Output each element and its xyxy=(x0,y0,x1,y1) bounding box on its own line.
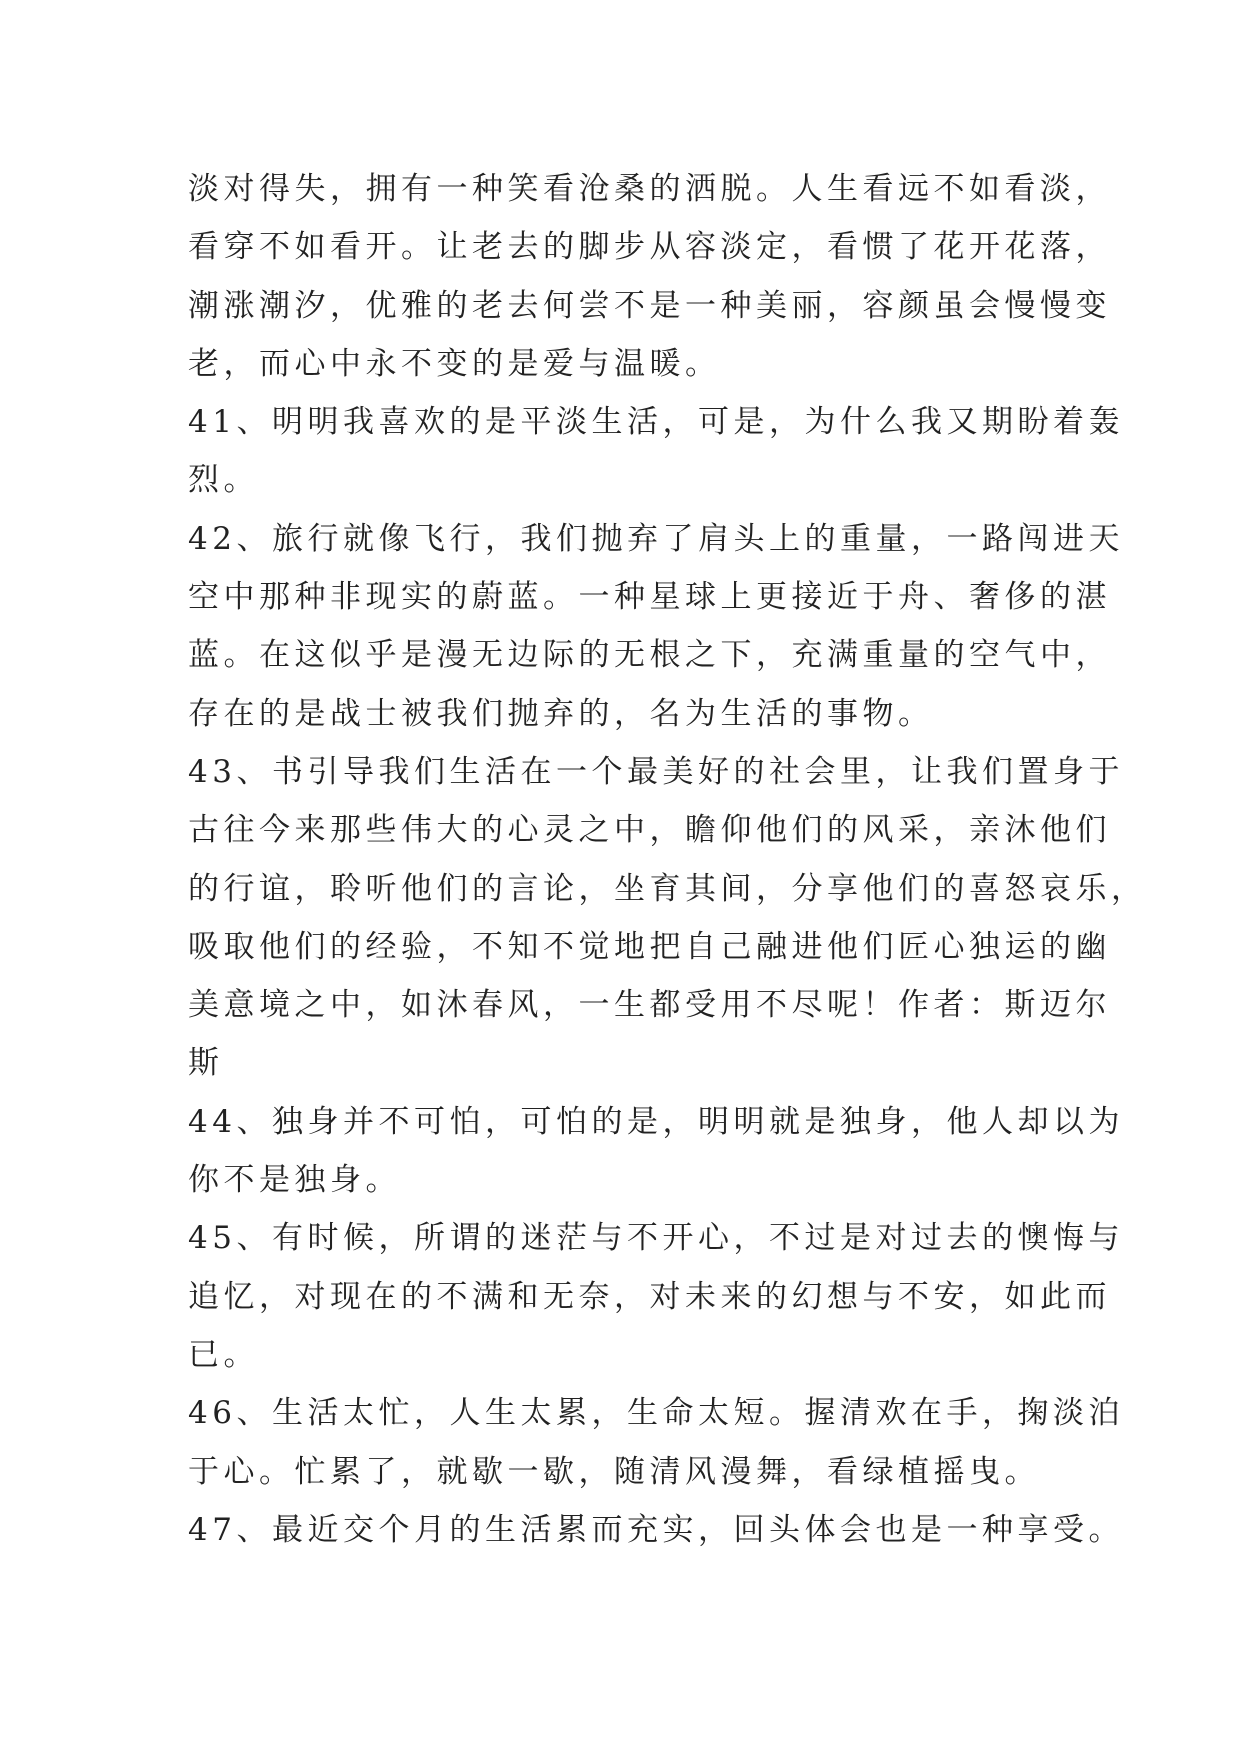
text-line: 老，而心中永不变的是爱与温暖。 xyxy=(188,345,721,382)
text-line: 看穿不如看开。让老去的脚步从容淡定，看惯了花开花落， xyxy=(188,229,1111,266)
text-line: 于心。忙累了，就歇一歇，随清风漫舞，看绿植摇曳。 xyxy=(188,1453,1040,1490)
text-line: 淡对得失，拥有一种笑看沧桑的洒脱。人生看远不如看淡， xyxy=(188,171,1111,207)
text-line: 44、独身并不可怕，可怕的是，明明就是独身，他人却以为 xyxy=(188,1103,1124,1140)
text-line: 斯 xyxy=(188,1045,224,1082)
text-line: 存在的是战士被我们抛弃的，名为生活的事物。 xyxy=(188,695,934,732)
text-line: 烈。 xyxy=(188,462,259,499)
text-line: 美意境之中，如沐春风，一生都受用不尽呢！作者：斯迈尔 xyxy=(188,987,1111,1024)
text-line: 42、旅行就像飞行，我们抛弃了肩头上的重量，一路闯进天 xyxy=(188,520,1124,557)
text-line: 43、书引导我们生活在一个最美好的社会里，让我们置身于 xyxy=(188,753,1124,790)
text-line: 的行谊，聆听他们的言论，坐育其间，分享他们的喜怒哀乐， xyxy=(188,870,1147,907)
text-line: 45、有时候，所谓的迷茫与不开心，不过是对过去的懊悔与 xyxy=(188,1220,1124,1257)
text-line: 47、最近交个月的生活累而充实，回头体会也是一种享受。 xyxy=(188,1511,1124,1548)
text-line: 追忆，对现在的不满和无奈，对未来的幻想与不安，如此而 xyxy=(188,1278,1111,1315)
text-line: 46、生活太忙，人生太累，生命太短。握清欢在手，掬淡泊 xyxy=(188,1395,1124,1432)
text-line: 你不是独身。 xyxy=(188,1162,401,1199)
text-line: 空中那种非现实的蔚蓝。一种星球上更接近于舟、奢侈的湛 xyxy=(188,579,1111,616)
text-line: 潮涨潮汐，优雅的老去何尝不是一种美丽，容颜虽会慢慢变 xyxy=(188,287,1111,324)
body-text xyxy=(188,160,1147,1559)
text-line: 古往今来那些伟大的心灵之中，瞻仰他们的风采，亲沐他们 xyxy=(188,812,1111,849)
text-line: 已。 xyxy=(188,1336,259,1373)
text-line: 41、明明我喜欢的是平淡生活，可是，为什么我又期盼着轰 xyxy=(188,404,1124,441)
text-line: 蓝。在这似乎是漫无边际的无根之下，充满重量的空气中， xyxy=(188,637,1111,674)
text-line: 吸取他们的经验，不知不觉地把自己融进他们匠心独运的幽 xyxy=(188,928,1111,965)
